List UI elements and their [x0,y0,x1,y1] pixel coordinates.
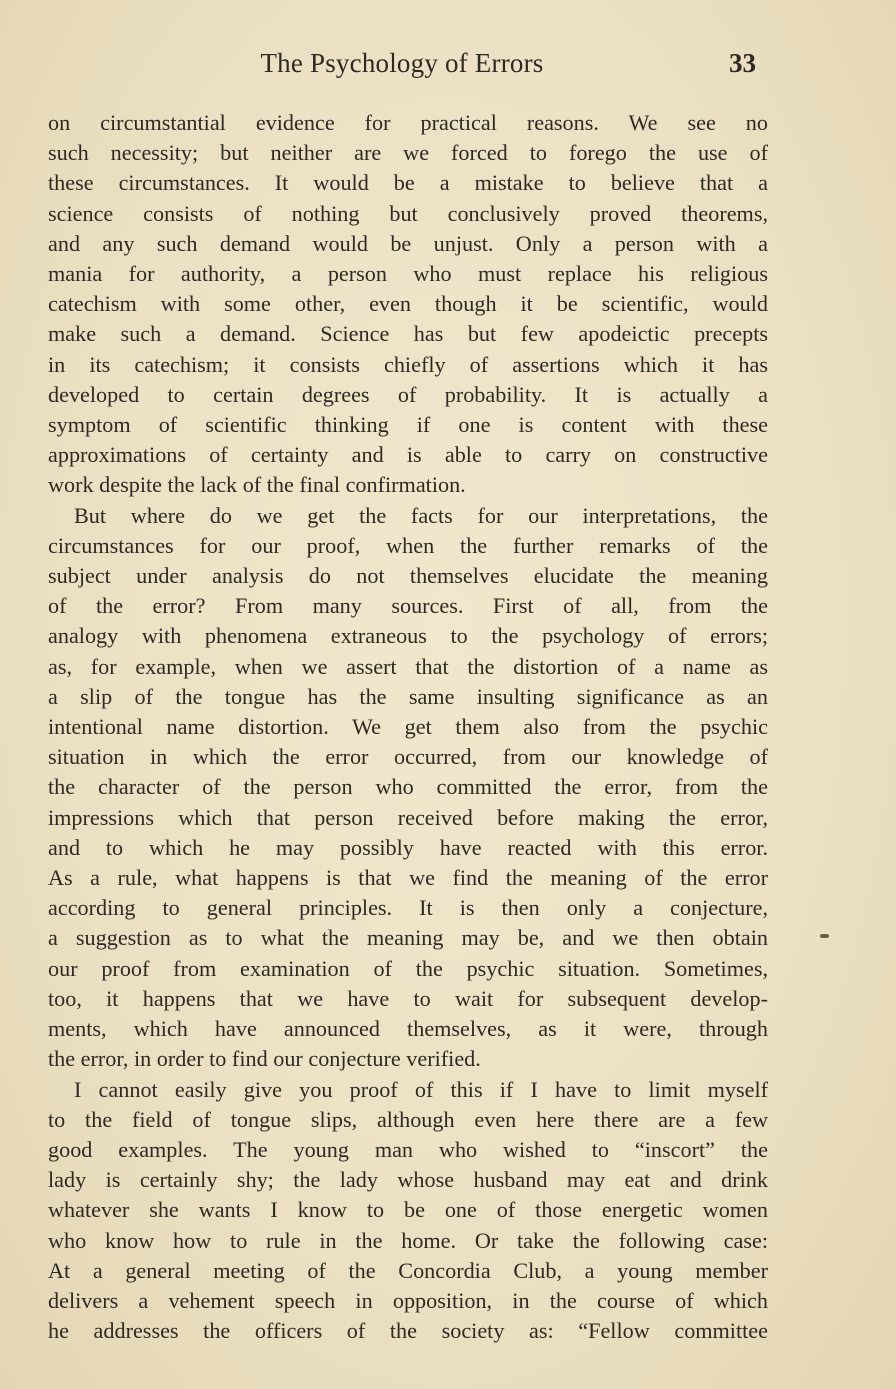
text-line: on circumstantial evidence for practical reasons. We see no [48,110,768,135]
text-line: as, for example, when we assert that the distortion of a name as [48,653,768,679]
paragraph-2 [48,501,768,1075]
text-line: make such a demand. Science has but few apodeictic precepts [48,321,768,347]
text-line: circumstances for our proof, when the further remarks of the [48,532,768,558]
text-line: the character of the person who committed the error, from the [48,774,768,800]
text-line: intentional name distortion. We get them also from the psychic [48,714,768,740]
text-line: and any such demand would be unjust. Only a person with a [48,230,768,256]
text-line: whatever she wants I know to be one of those energetic women [48,1197,768,1223]
page-number: 33 [729,48,756,78]
text-line: As a rule, what happens is that we find the meaning of the error [48,865,768,891]
text-line: subject under analysis do not themselves elucidate the meaning [48,563,768,589]
text-line: catechism with some other, even though it be scientific, would [48,291,768,317]
paragraph-3 [48,1075,768,1347]
text-line: good examples. The young man who wished to “inscort” the [48,1136,768,1162]
text-line: a slip of the tongue has the same insulting significance as an [48,683,768,709]
body-text [48,108,768,1346]
running-title: The Psychology of Errors [260,48,544,78]
text-line: I cannot easily give you proof of this if I have to limit myself [74,1076,768,1102]
text-line: too, it happens that we have to wait for subsequent develop- [48,985,768,1011]
paragraph-1 [48,108,768,501]
text-line: But where do we get the facts for our interpretations, the [74,502,768,528]
text-line: according to general principles. It is then only a conjecture, [48,895,768,921]
text-line: analogy with phenomena extraneous to the psychology of errors; [48,623,768,649]
text-line: in its catechism; it consists chiefly of assertions which it has [48,351,768,377]
text-line: developed to certain degrees of probability. It is actually a [48,381,768,407]
page-header [48,48,756,88]
text-line: such necessity; but neither are we forced to forego the use of [48,140,768,166]
text-line: symptom of scientific thinking if one is content with these [48,412,768,438]
text-line: ments, which have announced themselves, as it were, through [48,1016,768,1042]
text-line: mania for authority, a person who must replace his religious [48,261,768,287]
text-line: impressions which that person received before making the error, [48,804,768,830]
text-line: lady is certainly shy; the lady whose husband may eat and drink [48,1167,768,1193]
text-line: approximations of certainty and is able to carry on constructive [48,442,768,468]
text-line: situation in which the error occurred, from our knowledge of [48,744,768,770]
text-line: science consists of nothing but conclusively proved theorems, [48,200,768,226]
text-line: he addresses the officers of the society as: “Fellow committee [48,1318,768,1344]
text-line: who know how to rule in the home. Or take the following case: [48,1227,768,1253]
text-line: of the error? From many sources. First of all, from the [48,593,768,619]
text-line: and to which he may possibly have reacted with this error. [48,834,768,860]
text-line: our proof from examination of the psychic situation. Sometimes, [48,955,768,981]
text-line: the error, in order to find our conjecture verified. [48,1046,481,1072]
text-line: delivers a vehement speech in opposition, in the course of which [48,1287,768,1313]
text-line: At a general meeting of the Concordia Club, a young member [48,1257,768,1283]
ink-speck [820,934,829,938]
text-line: these circumstances. It would be a mistake to believe that a [48,170,768,196]
text-line: to the field of tongue slips, although even here there are a few [48,1106,768,1132]
text-line: a suggestion as to what the meaning may be, and we then obtain [48,925,768,951]
text-line: work despite the lack of the final confirmation. [48,472,466,498]
